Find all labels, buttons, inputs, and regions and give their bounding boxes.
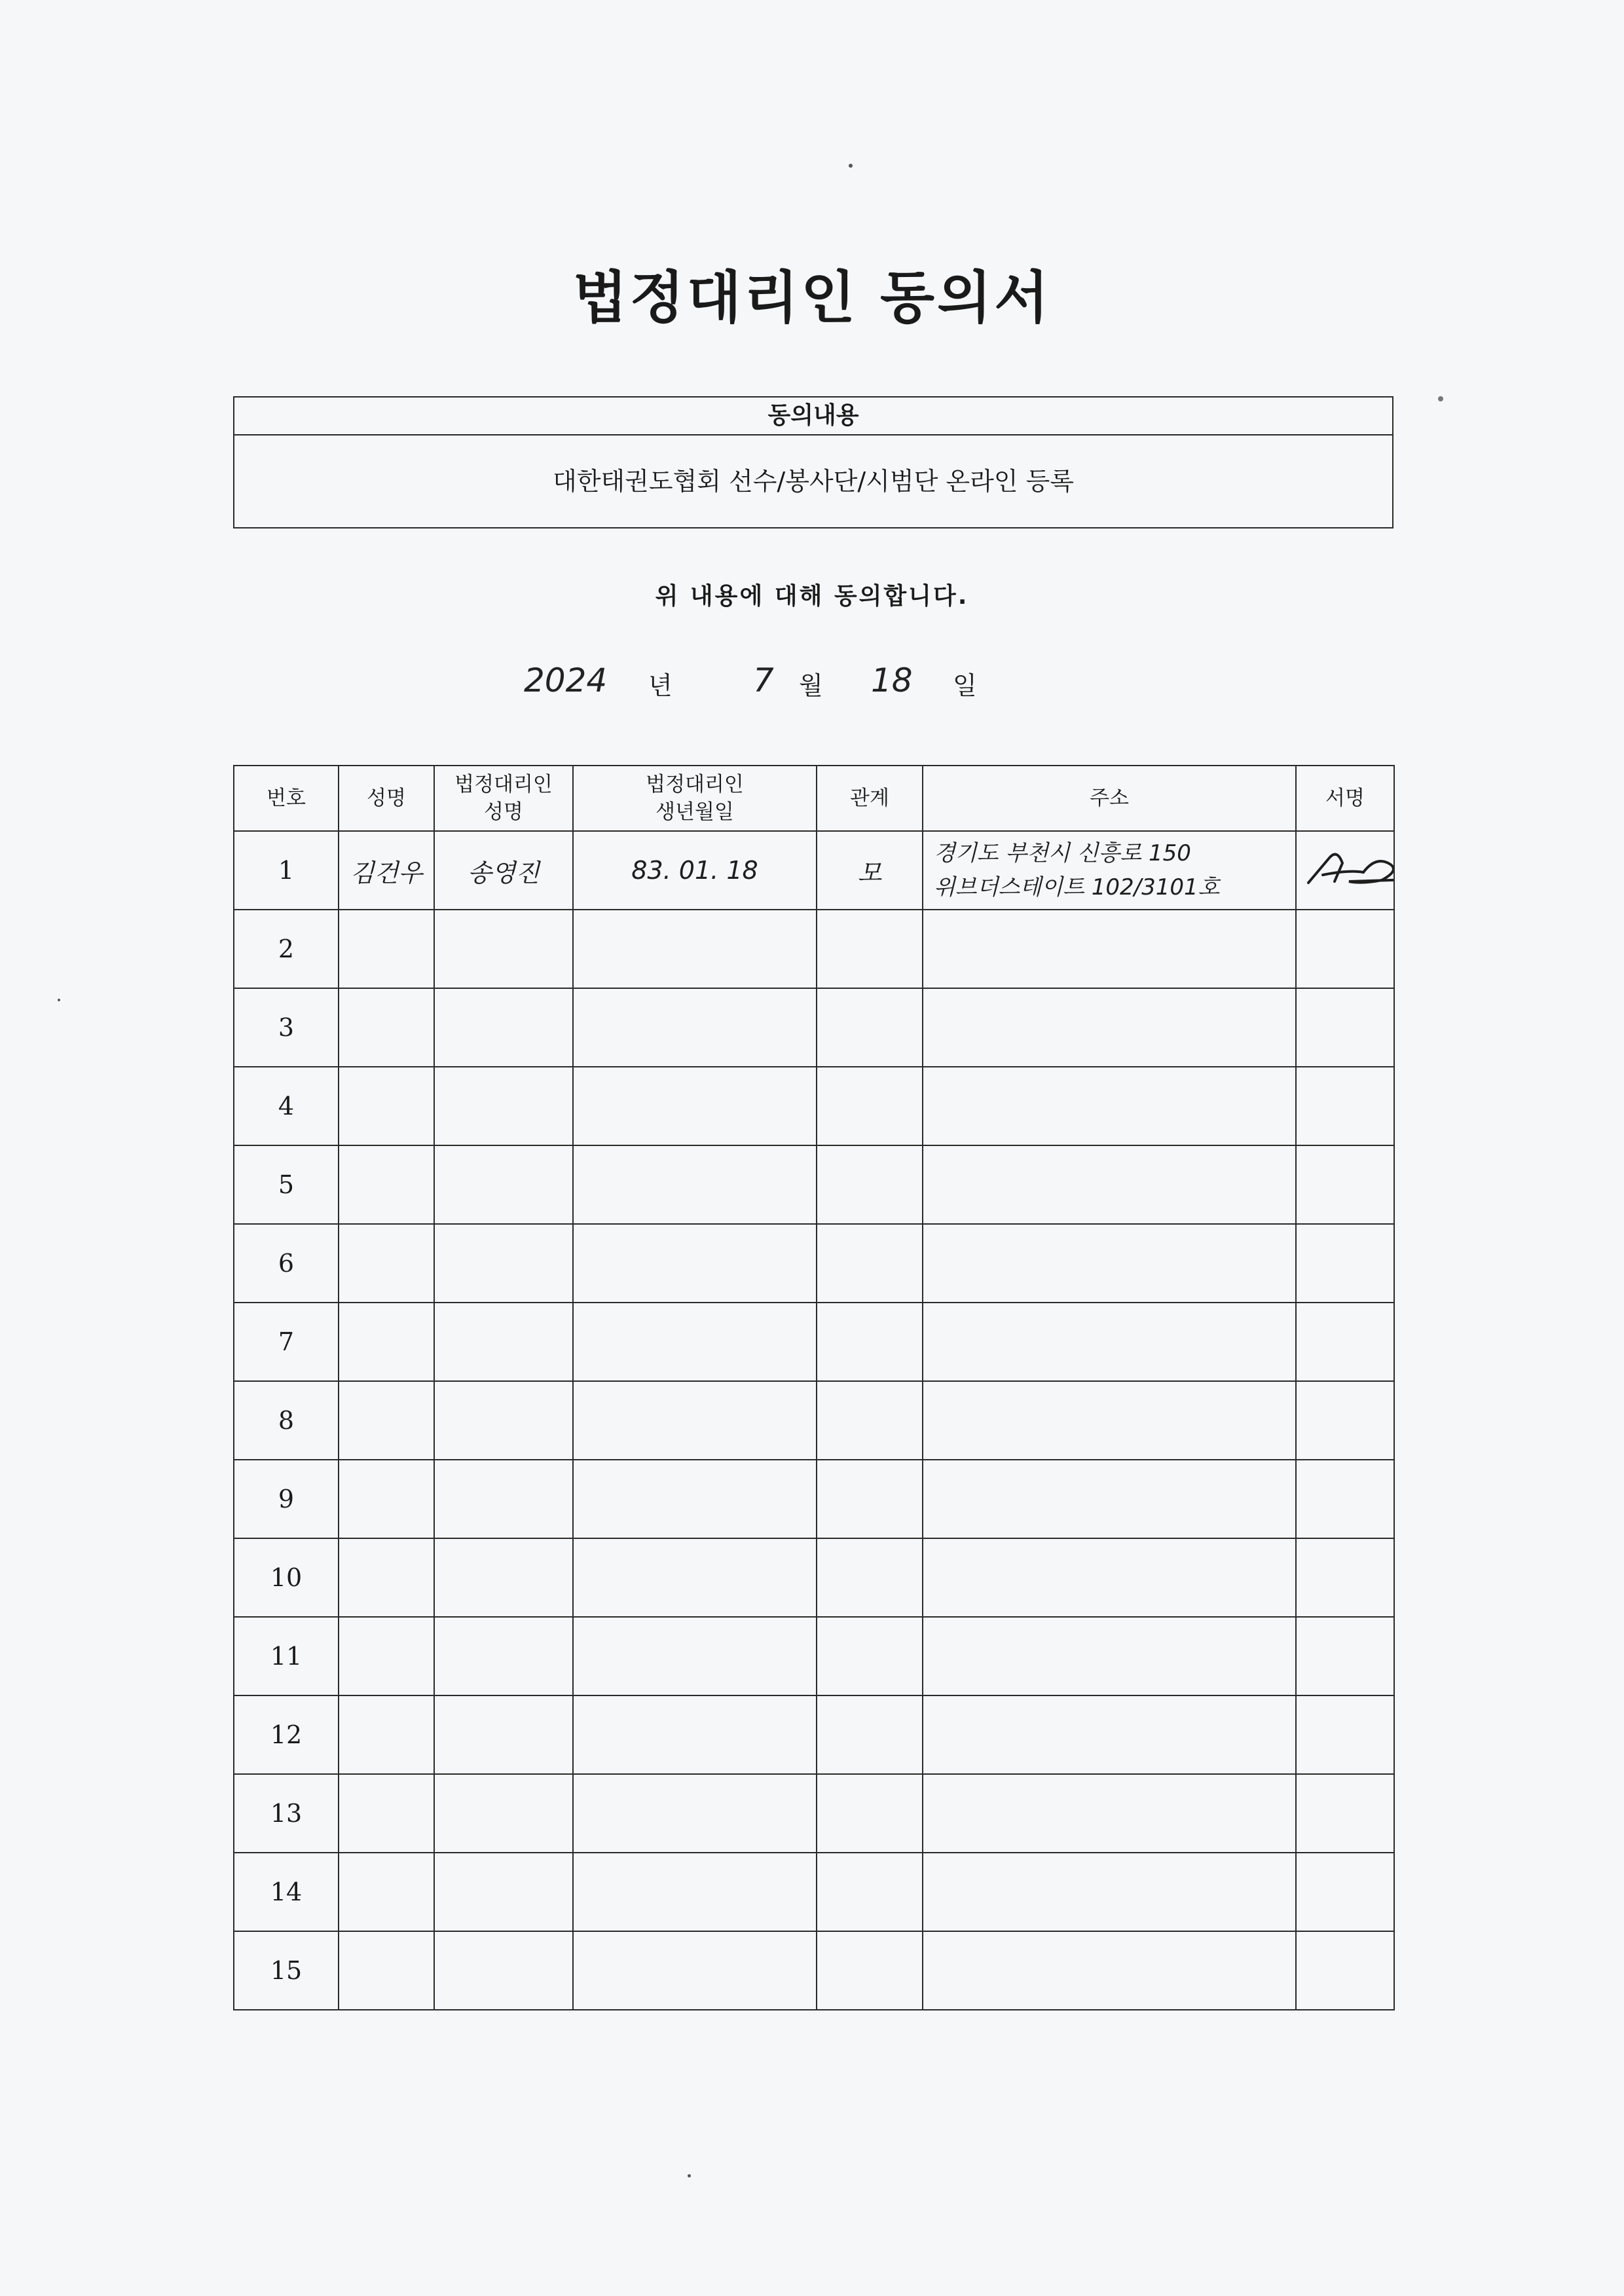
cell-no: 9 <box>234 1460 339 1538</box>
document-title: 법정대리인 동의서 <box>572 265 1052 331</box>
cell-guardian-name <box>434 1224 573 1303</box>
cell-no: 14 <box>234 1853 339 1931</box>
consent-header: 동의내용 <box>234 398 1392 435</box>
table-row <box>234 1853 1394 1931</box>
cell-no: 15 <box>234 1931 339 2010</box>
header-guardian-birth-line2: 생년월일 <box>655 800 734 824</box>
header-guardian-name-line2: 성명 <box>484 800 523 824</box>
cell-address <box>923 1538 1296 1617</box>
header-address: 주소 <box>923 766 1296 831</box>
cell-no: 6 <box>234 1224 339 1303</box>
cell-relation <box>817 1617 923 1695</box>
table-row <box>234 988 1394 1067</box>
scan-speck <box>1438 396 1443 401</box>
cell-signature <box>1296 1931 1394 2010</box>
header-guardian-birth <box>573 766 817 831</box>
cell-guardian-birth <box>573 988 817 1067</box>
cell-name: 김건우 <box>339 831 434 910</box>
cell-guardian-birth <box>573 1460 817 1538</box>
cell-guardian-birth <box>573 1538 817 1617</box>
cell-no: 13 <box>234 1774 339 1853</box>
cell-guardian-birth <box>573 910 817 988</box>
cell-address <box>923 1617 1296 1695</box>
cell-guardian-birth <box>573 1303 817 1381</box>
table-row <box>234 1381 1394 1460</box>
consent-box <box>233 396 1393 528</box>
cell-no: 3 <box>234 988 339 1067</box>
table-row <box>234 831 1394 910</box>
header-name: 성명 <box>339 766 434 831</box>
cell-no: 10 <box>234 1538 339 1617</box>
signature-stroke <box>1308 855 1394 883</box>
cell-address <box>923 1303 1296 1381</box>
cell-relation <box>817 988 923 1067</box>
cell-no: 7 <box>234 1303 339 1381</box>
cell-relation <box>817 1224 923 1303</box>
cell-guardian-name <box>434 910 573 988</box>
cell-signature <box>1296 1538 1394 1617</box>
cell-guardian-name <box>434 1853 573 1931</box>
cell-relation <box>817 1381 923 1460</box>
date-month-label: 월 <box>799 671 823 700</box>
table-row <box>234 1224 1394 1303</box>
cell-guardian-name <box>434 1303 573 1381</box>
cell-guardian-birth: 83. 01. 18 <box>573 831 817 910</box>
cell-no: 12 <box>234 1695 339 1774</box>
table-row <box>234 1774 1394 1853</box>
cell-guardian-name <box>434 1617 573 1695</box>
cell-name <box>339 1460 434 1538</box>
cell-relation <box>817 910 923 988</box>
date-day: 18 <box>871 661 913 699</box>
cell-address <box>923 1931 1296 2010</box>
guardian-table <box>233 765 1395 2010</box>
table-row <box>234 1303 1394 1381</box>
cell-guardian-name <box>434 1538 573 1617</box>
cell-signature <box>1296 1774 1394 1853</box>
cell-signature <box>1296 1145 1394 1224</box>
cell-name <box>339 1538 434 1617</box>
address-line1: 경기도 부천시 신흥로 150 <box>934 840 1191 866</box>
cell-signature <box>1296 910 1394 988</box>
cell-signature <box>1296 831 1394 910</box>
cell-guardian-birth <box>573 1853 817 1931</box>
cell-name <box>339 1145 434 1224</box>
cell-guardian-name <box>434 1774 573 1853</box>
cell-relation <box>817 1774 923 1853</box>
date-day-label: 일 <box>953 671 977 700</box>
cell-guardian-birth <box>573 1067 817 1145</box>
cell-no: 8 <box>234 1381 339 1460</box>
cell-address <box>923 1853 1296 1931</box>
cell-signature <box>1296 1303 1394 1381</box>
cell-signature <box>1296 1224 1394 1303</box>
cell-guardian-birth <box>573 1774 817 1853</box>
cell-relation <box>817 1067 923 1145</box>
cell-relation: 모 <box>817 831 923 910</box>
cell-guardian-name: 송영진 <box>434 831 573 910</box>
cell-guardian-birth <box>573 1381 817 1460</box>
cell-guardian-name <box>434 1931 573 2010</box>
cell-no: 11 <box>234 1617 339 1695</box>
cell-signature <box>1296 1460 1394 1538</box>
cell-address <box>923 1460 1296 1538</box>
cell-no: 5 <box>234 1145 339 1224</box>
cell-name <box>339 1853 434 1931</box>
cell-guardian-name <box>434 1381 573 1460</box>
table-row <box>234 1460 1394 1538</box>
table-row <box>234 910 1394 988</box>
table-row <box>234 1067 1394 1145</box>
cell-name <box>339 1774 434 1853</box>
date-month: 7 <box>753 661 774 699</box>
cell-signature <box>1296 1853 1394 1931</box>
cell-name <box>339 1617 434 1695</box>
header-guardian-name <box>434 766 573 831</box>
cell-relation <box>817 1538 923 1617</box>
cell-name <box>339 988 434 1067</box>
signature-mark <box>1303 843 1394 896</box>
cell-name <box>339 1695 434 1774</box>
cell-signature <box>1296 988 1394 1067</box>
cell-name <box>339 1931 434 2010</box>
date-year: 2024 <box>524 661 608 699</box>
cell-name <box>339 1381 434 1460</box>
table-row <box>234 1695 1394 1774</box>
cell-guardian-birth <box>573 1617 817 1695</box>
cell-signature <box>1296 1067 1394 1145</box>
header-signature: 서명 <box>1296 766 1394 831</box>
cell-address <box>923 988 1296 1067</box>
cell-guardian-birth <box>573 1931 817 2010</box>
cell-guardian-birth <box>573 1695 817 1774</box>
cell-guardian-name <box>434 988 573 1067</box>
header-guardian-name-line1: 법정대리인 <box>454 773 553 796</box>
cell-address <box>923 1145 1296 1224</box>
cell-address <box>923 1381 1296 1460</box>
header-relation: 관계 <box>817 766 923 831</box>
cell-signature <box>1296 1695 1394 1774</box>
cell-relation <box>817 1460 923 1538</box>
scan-speck <box>849 164 853 168</box>
cell-address <box>923 1067 1296 1145</box>
scan-speck <box>58 999 60 1001</box>
cell-relation <box>817 1853 923 1931</box>
table-header-row <box>234 766 1394 831</box>
cell-signature <box>1296 1381 1394 1460</box>
cell-guardian-name <box>434 1067 573 1145</box>
cell-address <box>923 910 1296 988</box>
consent-content: 대한태권도협회 선수/봉사단/시범단 온라인 등록 <box>552 467 1074 496</box>
cell-name <box>339 1067 434 1145</box>
cell-guardian-name <box>434 1145 573 1224</box>
cell-address <box>923 1695 1296 1774</box>
cell-address <box>923 1224 1296 1303</box>
agreement-statement: 위 내용에 대해 동의합니다. <box>655 583 969 610</box>
cell-guardian-birth <box>573 1224 817 1303</box>
scan-speck <box>688 2174 691 2177</box>
cell-no: 4 <box>234 1067 339 1145</box>
cell-relation <box>817 1303 923 1381</box>
cell-signature <box>1296 1617 1394 1695</box>
date-line <box>517 661 1041 714</box>
header-guardian-birth-line1: 법정대리인 <box>646 773 744 796</box>
table-body <box>234 831 1394 2010</box>
cell-address <box>923 1774 1296 1853</box>
cell-relation <box>817 1695 923 1774</box>
table-row <box>234 1145 1394 1224</box>
cell-name <box>339 1224 434 1303</box>
cell-guardian-birth <box>573 1145 817 1224</box>
address-line2: 위브더스테이트 102/3101호 <box>934 874 1220 900</box>
cell-no: 1 <box>234 831 339 910</box>
header-no: 번호 <box>234 766 339 831</box>
cell-name <box>339 910 434 988</box>
cell-guardian-name <box>434 1695 573 1774</box>
table-row <box>234 1617 1394 1695</box>
cell-name <box>339 1303 434 1381</box>
cell-relation <box>817 1145 923 1224</box>
cell-address <box>923 831 1296 910</box>
cell-relation <box>817 1931 923 2010</box>
table-row <box>234 1538 1394 1617</box>
cell-no: 2 <box>234 910 339 988</box>
cell-guardian-name <box>434 1460 573 1538</box>
table-row <box>234 1931 1394 2010</box>
date-year-label: 년 <box>648 671 673 700</box>
